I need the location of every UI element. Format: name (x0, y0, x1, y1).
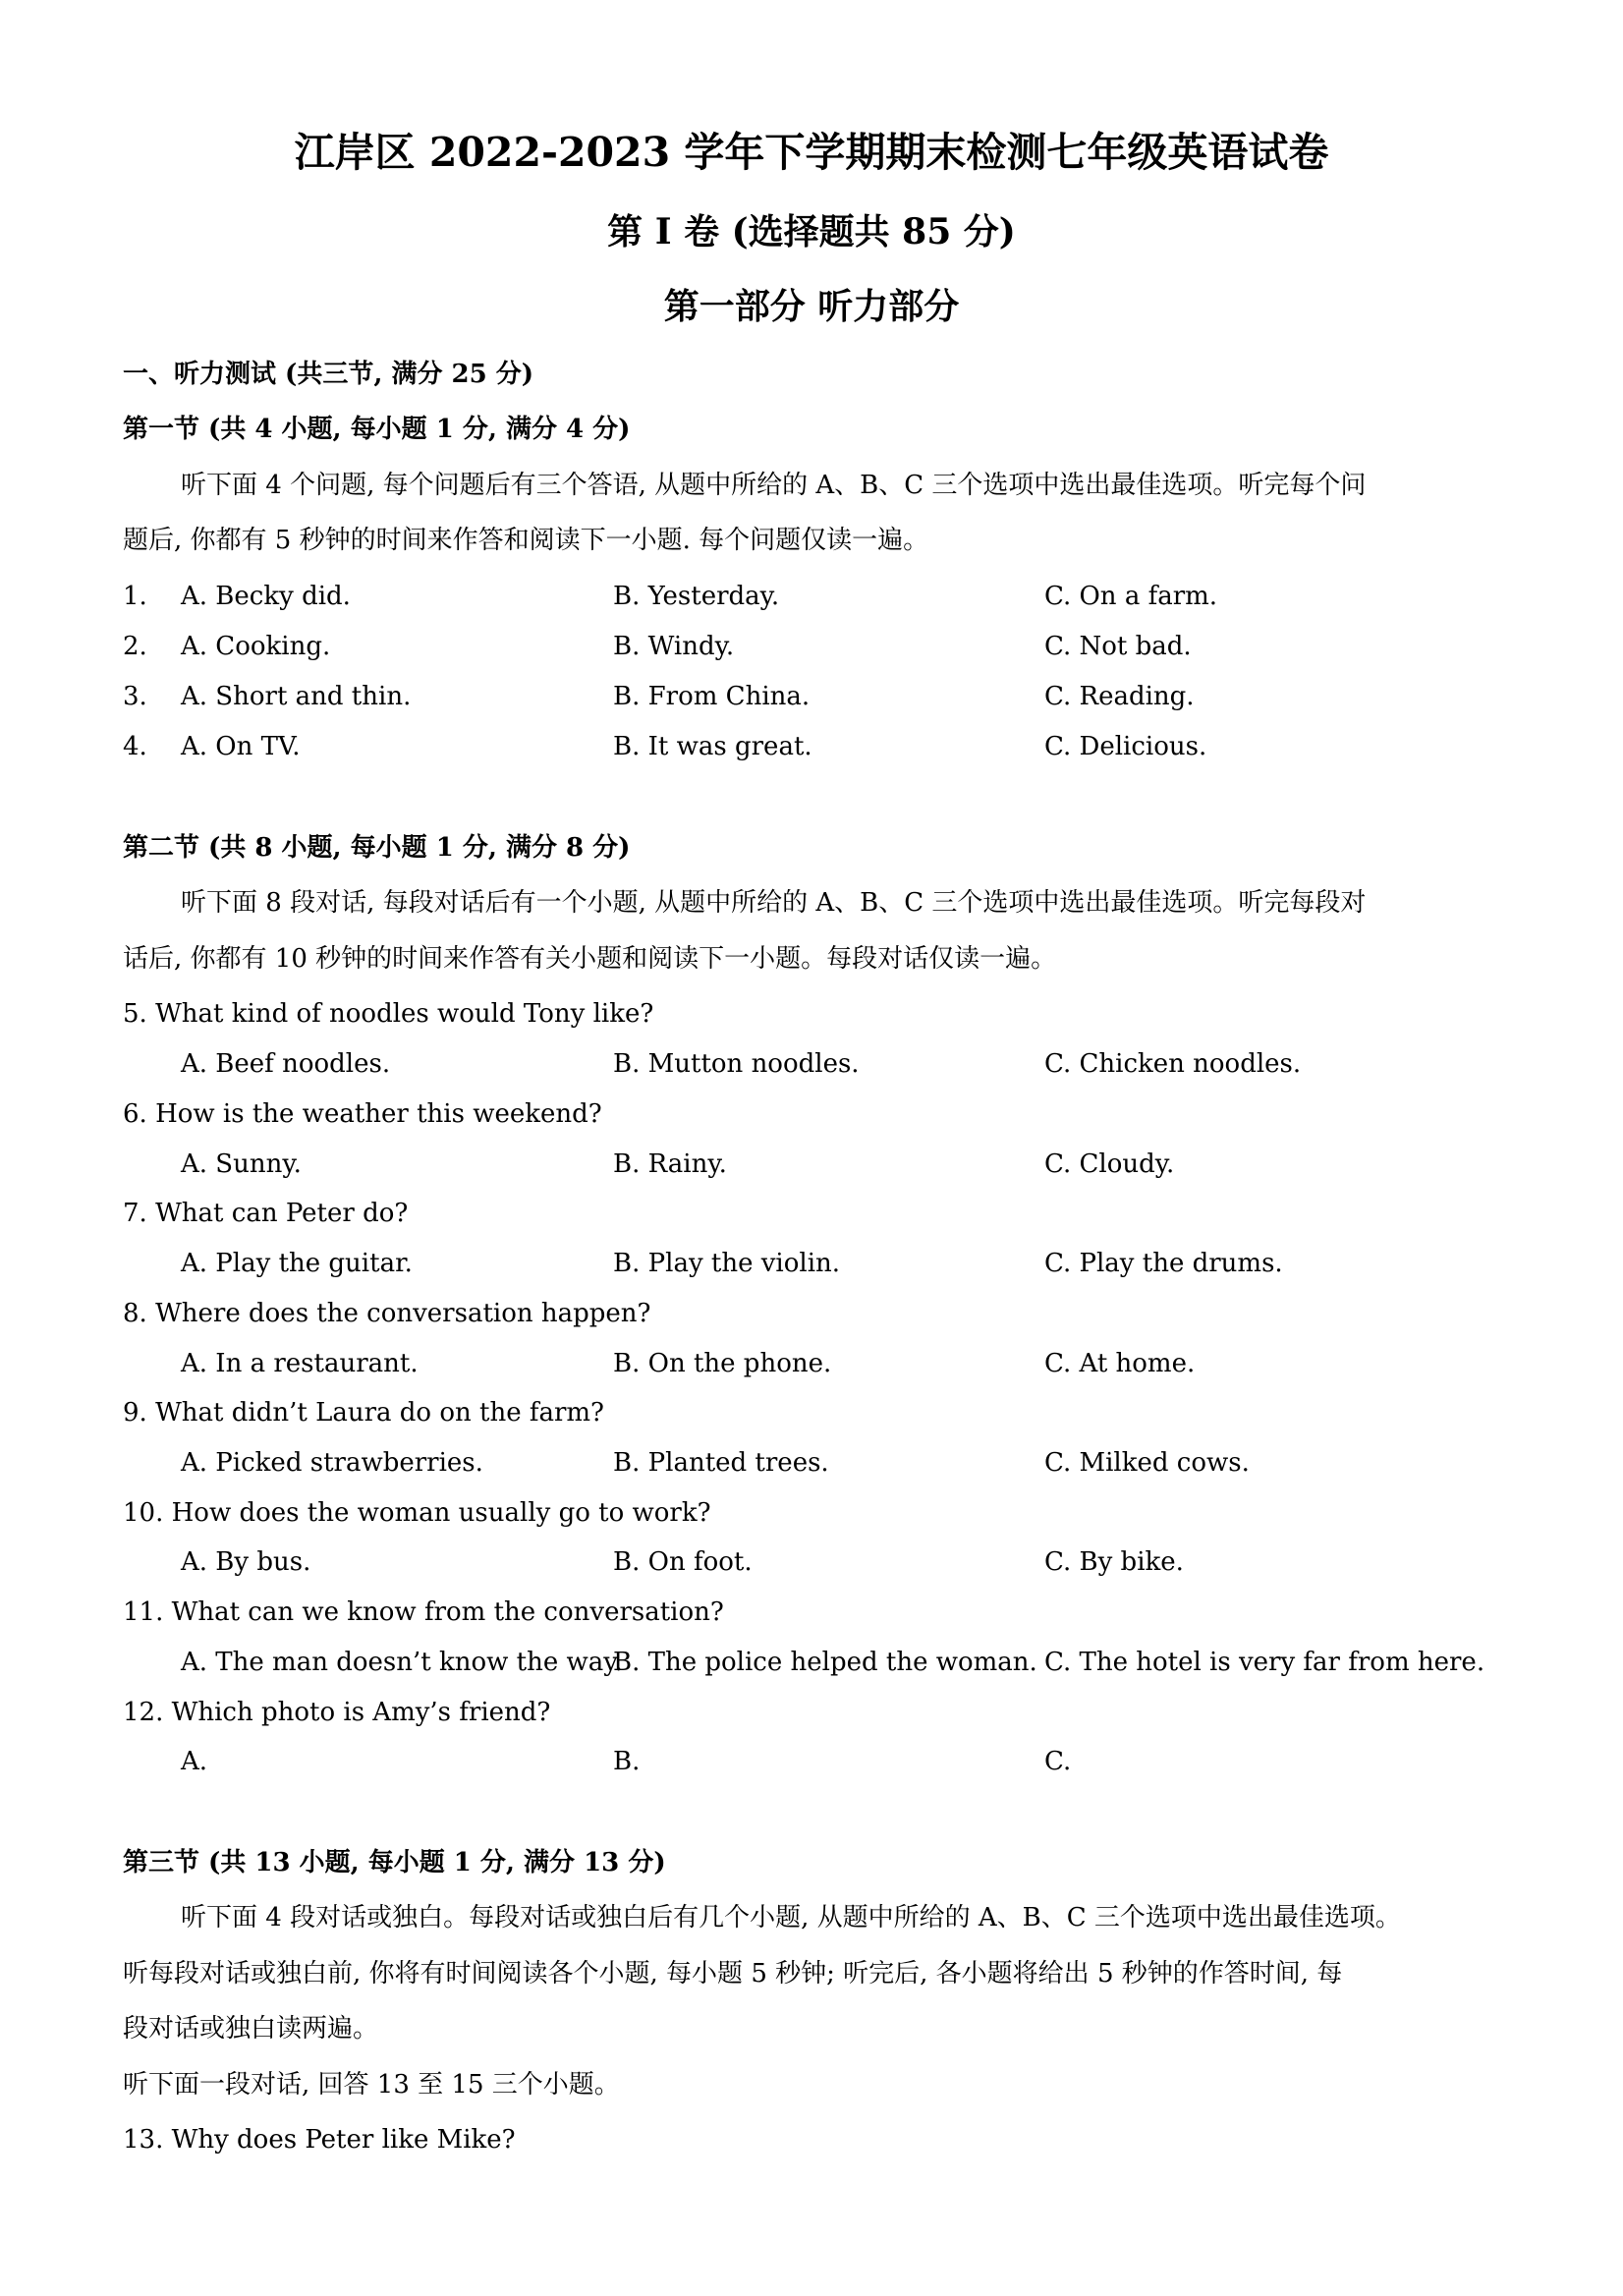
options-row (0, 1344, 1623, 1383)
section-main-heading: 一、听力测试 (共三节, 满分 25 分) (123, 360, 534, 389)
question-stem-row (0, 1593, 1623, 1632)
option-c: C. Milked cows. (1044, 1448, 1250, 1478)
question-stem: 8. Where does the conversation happen? (123, 1299, 651, 1328)
section1-heading-row (0, 410, 1623, 449)
question-stem: 11. What can we know from the conversation? (123, 1597, 724, 1627)
section3-instruction-row (0, 1954, 1623, 1993)
option-a: A. Becky did. (181, 582, 351, 611)
option-b: B. (613, 1747, 641, 1776)
option-a: A. Picked strawberries. (181, 1448, 483, 1478)
options-row (0, 1443, 1623, 1483)
question-number: 4. (123, 732, 147, 761)
section1-instruction-line1: 听下面 4 个问题, 每个问题后有三个答语, 从题中所给的 A、B、C 三个选项中选出最佳选项。听完每个问 (181, 471, 1367, 500)
question-stem: 6. How is the weather this weekend? (123, 1099, 602, 1129)
option-a: A. On TV. (181, 732, 301, 761)
question-stem: 10. How does the woman usually go to work? (123, 1498, 711, 1528)
option-c: C. By bike. (1044, 1547, 1184, 1577)
part-title: 第一部分 听力部分 (663, 286, 960, 327)
question-stem: 12. Which photo is Amy’s friend? (123, 1698, 551, 1727)
section3-instruction-line3: 段对话或独白读两遍。 (123, 2014, 379, 2044)
section2-heading: 第二节 (共 8 小题, 每小题 1 分, 满分 8 分) (123, 833, 631, 863)
option-a: A. Sunny. (181, 1149, 302, 1179)
question-stem-row (0, 1393, 1623, 1432)
section2-instruction-line1: 听下面 8 段对话, 每段对话后有一个小题, 从题中所给的 A、B、C 三个选项中选出最佳选项。听完每段对 (181, 888, 1367, 918)
option-b: B. Yesterday. (613, 582, 780, 611)
volume-title: 第 I 卷 (选择题共 85 分) (607, 211, 1016, 252)
option-b: B. Play the violin. (613, 1249, 841, 1278)
question-stem-row (0, 1194, 1623, 1233)
options-row (0, 1244, 1623, 1283)
section3-instruction-line1: 听下面 4 段对话或独白。每段对话或独白后有几个小题, 从题中所给的 A、B、C 三个选项中选出最佳选项。 (181, 1903, 1401, 1932)
options-row (0, 1742, 1623, 1781)
question-row (0, 727, 1623, 766)
question-stem-row (0, 1693, 1623, 1732)
section3-note-row (0, 2065, 1623, 2104)
option-b: B. On the phone. (613, 1349, 832, 1378)
section2-instruction-row (0, 883, 1623, 923)
section1-instruction-row (0, 521, 1623, 560)
question-stem-row (0, 994, 1623, 1034)
option-a: A. Beef noodles. (181, 1049, 391, 1079)
options-row (0, 1542, 1623, 1582)
option-b: B. The police helped the woman. (613, 1648, 1037, 1677)
question-row (0, 577, 1623, 616)
question-stem: 5. What kind of noodles would Tony like? (123, 999, 654, 1029)
option-a: A. By bus. (181, 1547, 311, 1577)
question-row (0, 677, 1623, 716)
option-a: A. In a restaurant. (181, 1349, 419, 1378)
question-stem-row (0, 1094, 1623, 1134)
question-number: 2. (123, 632, 147, 661)
option-a: A. The man doesn’t know the way. (181, 1648, 623, 1677)
exam-title: 江岸区 2022-2023 学年下学期期末检测七年级英语试卷 (294, 129, 1329, 176)
section3-note: 听下面一段对话, 回答 13 至 15 三个小题。 (123, 2070, 620, 2100)
option-c: C. Play the drums. (1044, 1249, 1283, 1278)
option-b: B. Mutton noodles. (613, 1049, 860, 1079)
option-a: A. Short and thin. (181, 682, 412, 711)
option-c: C. At home. (1044, 1349, 1196, 1378)
section1-heading: 第一节 (共 4 小题, 每小题 1 分, 满分 4 分) (123, 415, 631, 444)
option-b: B. From China. (613, 682, 811, 711)
section2-instruction-line2: 话后, 你都有 10 秒钟的时间来作答有关小题和阅读下一小题。每段对话仅读一遍。 (123, 944, 1057, 974)
option-b: B. It was great. (613, 732, 812, 761)
option-c: C. On a farm. (1044, 582, 1218, 611)
option-b: B. Rainy. (613, 1149, 727, 1179)
option-c: C. (1044, 1747, 1072, 1776)
options-row (0, 1643, 1623, 1682)
question-row (0, 627, 1623, 666)
options-row (0, 1044, 1623, 1084)
options-row (0, 1145, 1623, 1184)
option-a: A. Cooking. (181, 632, 331, 661)
question-stem-row (0, 2120, 1623, 2159)
question-stem: 13. Why does Peter like Mike? (123, 2125, 516, 2155)
question-stem: 7. What can Peter do? (123, 1199, 409, 1228)
option-c: C. The hotel is very far from here. (1044, 1648, 1485, 1677)
option-b: B. Windy. (613, 632, 735, 661)
question-stem: 9. What didn’t Laura do on the farm? (123, 1398, 605, 1428)
section2-instruction-row (0, 939, 1623, 979)
question-stem-row (0, 1294, 1623, 1333)
option-c: C. Reading. (1044, 682, 1195, 711)
section1-instruction-row (0, 466, 1623, 505)
option-c: C. Not bad. (1044, 632, 1192, 661)
option-c: C. Chicken noodles. (1044, 1049, 1302, 1079)
section3-instruction-row (0, 2009, 1623, 2048)
question-stem-row (0, 1493, 1623, 1533)
section1-instruction-line2: 题后, 你都有 5 秒钟的时间来作答和阅读下一小题. 每个问题仅读一遍。 (123, 526, 929, 555)
section3-heading-row (0, 1843, 1623, 1882)
option-b: B. On foot. (613, 1547, 753, 1577)
section3-instruction-line2: 听每段对话或独白前, 你将有时间阅读各个小题, 每小题 5 秒钟; 听完后, 各小题将给出 5 秒钟的作答时间, 每 (123, 1959, 1343, 1988)
option-c: C. Cloudy. (1044, 1149, 1175, 1179)
option-a: A. Play the guitar. (181, 1249, 413, 1278)
option-a: A. (181, 1747, 208, 1776)
section3-heading: 第三节 (共 13 小题, 每小题 1 分, 满分 13 分) (123, 1848, 666, 1877)
section2-heading-row (0, 828, 1623, 868)
option-c: C. Delicious. (1044, 732, 1207, 761)
option-b: B. Planted trees. (613, 1448, 829, 1478)
section-main-row (0, 355, 1623, 394)
question-number: 1. (123, 582, 147, 611)
question-number: 3. (123, 682, 147, 711)
section3-instruction-row (0, 1898, 1623, 1937)
